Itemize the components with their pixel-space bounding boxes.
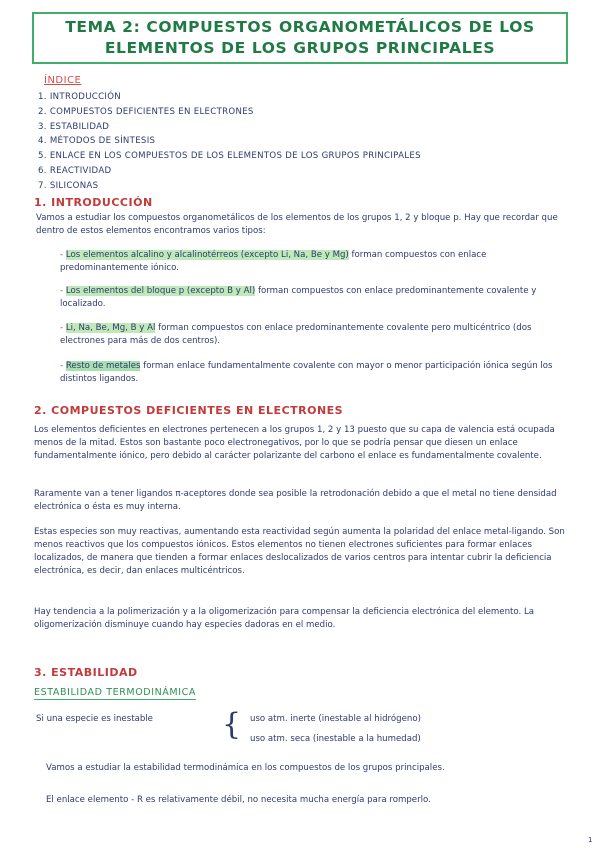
- index-heading: ÍNDICE: [44, 75, 82, 86]
- bullet-4: [60, 360, 570, 386]
- section-3-heading: 3. ESTABILIDAD: [34, 666, 138, 679]
- bullet-highlight: Resto de metales: [65, 361, 141, 371]
- index-item: 4. MÉTODOS DE SÍNTESIS: [38, 136, 156, 147]
- section-2-paragraph: Hay tendencia a la polimerización y a la oligomerización para compensar la deficiencia electrónica del elemento. La oligomerización disminuye cuando hay especies dadoras en el medio.: [34, 607, 535, 630]
- section-2-heading: 2. COMPUESTOS DEFICIENTES EN ELECTRONES: [34, 404, 344, 417]
- index-item: 5. ENLACE EN LOS COMPUESTOS DE LOS ELEMENTOS DE LOS GRUPOS PRINCIPALES: [38, 151, 421, 162]
- title-line-2: ELEMENTOS DE LOS GRUPOS PRINCIPALES: [104, 39, 496, 57]
- section-1-heading: 1. INTRODUCCIÓN: [34, 196, 153, 209]
- stability-case: uso atm. inerte (inestable al hidrógeno): [250, 714, 421, 724]
- index-item: 1. INTRODUCCIÓN: [38, 92, 122, 102]
- section-3-paragraph: Vamos a estudiar la estabilidad termodinámica en los compuestos de los grupos principales.: [46, 763, 445, 773]
- bullet-dash: -: [60, 250, 66, 260]
- section-3-subheading: ESTABILIDAD TERMODINÁMICA: [34, 687, 196, 698]
- bullet-dash: -: [60, 323, 66, 333]
- index-item: 6. REACTIVIDAD: [38, 165, 112, 176]
- stability-condition: Si una especie es inestable: [36, 714, 153, 724]
- index-item: 7. SILICONAS: [38, 180, 99, 191]
- index-item: 3. ESTABILIDAD: [38, 121, 110, 132]
- index-item: 2. COMPUESTOS DEFICIENTES EN ELECTRONES: [38, 106, 254, 117]
- page-number: 1: [588, 836, 593, 844]
- section-1-intro: Vamos a estudiar los compuestos organometálicos de los elementos de los grupos 1, 2 y bloque p. Hay que recordar que dentro de estos elementos encontramos varios tipos:: [36, 213, 558, 236]
- bullet-text: forman compuestos con enlace predominantemente iónico.: [60, 250, 487, 273]
- section-3-paragraph: El enlace elemento - R es relativamente débil, no necesita mucha energía para romperlo.: [46, 795, 431, 805]
- bullet-1: [60, 249, 570, 275]
- bullet-highlight: Los elementos alcalino y alcalinotérreos (excepto Li, Na, Be y Mg): [65, 250, 349, 260]
- bullet-text: forman compuestos con enlace predominantemente covalente pero multicéntrico (dos electrones para más de dos centros).: [60, 323, 532, 346]
- stability-case: uso atm. seca (inestable a la humedad): [250, 734, 421, 744]
- bullet-highlight: Los elementos del bloque p (excepto B y Al): [65, 286, 256, 296]
- bullet-text: forman enlace fundamentalmente covalente con mayor o menor participación iónica según los distintos ligandos.: [60, 361, 553, 384]
- bullet-dash: -: [60, 361, 66, 371]
- bullet-text: forman compuestos con enlace predominantemente covalente y localizado.: [60, 286, 537, 309]
- bullet-2: [60, 285, 570, 311]
- section-2-paragraph: Raramente van a tener ligandos π-aceptores donde sea posible la retrodonación debido a que el metal no tiene densidad electrónica o ésta es muy interna.: [34, 489, 557, 512]
- section-2-paragraph: Estas especies son muy reactivas, aumentando esta reactividad según aumenta la polaridad del enlace metal-ligando. Son menos reactivos que los compuestos iónicos. Estos elementos no tienen electrones suficientes para formar enlaces localizados, de manera que tienden a formar enlaces deslocalizados de varios centros para intentar cubrir la deficiencia electrónica, es decir, dan enlaces multicéntricos.: [34, 527, 565, 576]
- section-2-paragraph: Los elementos deficientes en electrones pertenecen a los grupos 1, 2 y 13 puesto que su capa de valencia está ocupada menos de la mitad. Estos son bastante poco electronegativos, por lo que se podría pensar que diesen un enlace fundamentalmente iónico, pero debido al carácter polarizante del carbono el enlace es fundamentalmente covalente.: [34, 425, 555, 461]
- document-title: [32, 12, 568, 64]
- bullet-dash: -: [60, 286, 66, 296]
- curly-brace-icon: {: [222, 707, 242, 742]
- title-line-1: TEMA 2: COMPUESTOS ORGANOMETÁLICOS DE LOS: [65, 18, 535, 36]
- bullet-highlight: Li, Na, Be, Mg, B y Al: [65, 323, 156, 333]
- bullet-3: [60, 322, 570, 348]
- index-list: [38, 90, 421, 194]
